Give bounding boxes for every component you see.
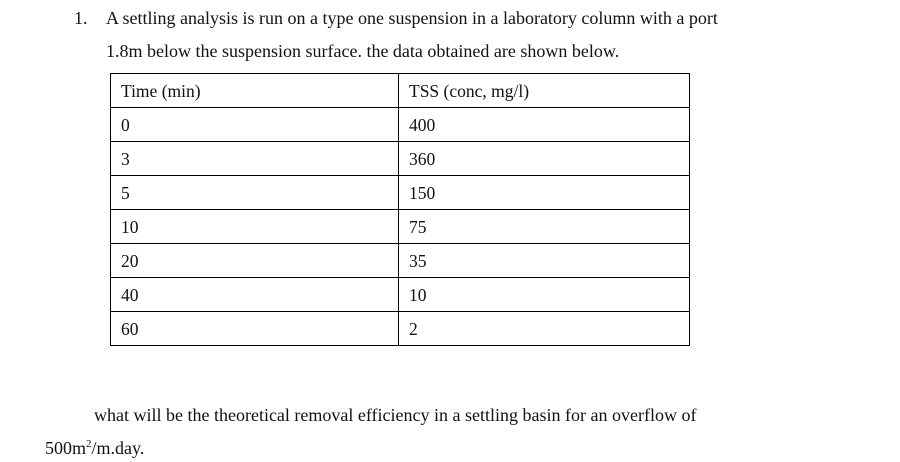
- cell-time: 10: [111, 210, 399, 244]
- cell-time: 20: [111, 244, 399, 278]
- question-number: 1.: [74, 8, 88, 28]
- question-text-line-4: [45, 436, 144, 460]
- cell-time: 0: [111, 108, 399, 142]
- header-time: Time (min): [111, 74, 399, 108]
- cell-time: 5: [111, 176, 399, 210]
- question-text-line-1: A settling analysis is run on a type one suspension in a laboratory column with a port: [106, 8, 718, 28]
- settling-data-table: [110, 73, 690, 346]
- question-text-line-2: 1.8m below the suspension surface. the data obtained are shown below.: [106, 41, 620, 61]
- cell-time: 60: [111, 312, 399, 346]
- table-row: [111, 142, 690, 176]
- table-header-row: [111, 74, 690, 108]
- question-first-line: [74, 6, 718, 30]
- table-row: [111, 108, 690, 142]
- cell-tss: 400: [399, 108, 690, 142]
- table-row: [111, 176, 690, 210]
- cell-tss: 10: [399, 278, 690, 312]
- cell-tss: 35: [399, 244, 690, 278]
- cell-time: 40: [111, 278, 399, 312]
- table-row: [111, 244, 690, 278]
- table-row: [111, 210, 690, 244]
- table-row: [111, 312, 690, 346]
- cell-tss: 75: [399, 210, 690, 244]
- cell-tss: 2: [399, 312, 690, 346]
- cell-tss: 360: [399, 142, 690, 176]
- question-text-line-3: what will be the theoretical removal efficiency in a settling basin for an overflow of: [94, 405, 697, 425]
- overflow-rate-exponent: 2: [86, 438, 92, 450]
- overflow-rate-value: 500m: [45, 438, 87, 458]
- cell-tss: 150: [399, 176, 690, 210]
- overflow-rate-unit: /m.day.: [91, 438, 145, 458]
- header-tss: TSS (conc, mg/l): [399, 74, 690, 108]
- cell-time: 3: [111, 142, 399, 176]
- table-row: [111, 278, 690, 312]
